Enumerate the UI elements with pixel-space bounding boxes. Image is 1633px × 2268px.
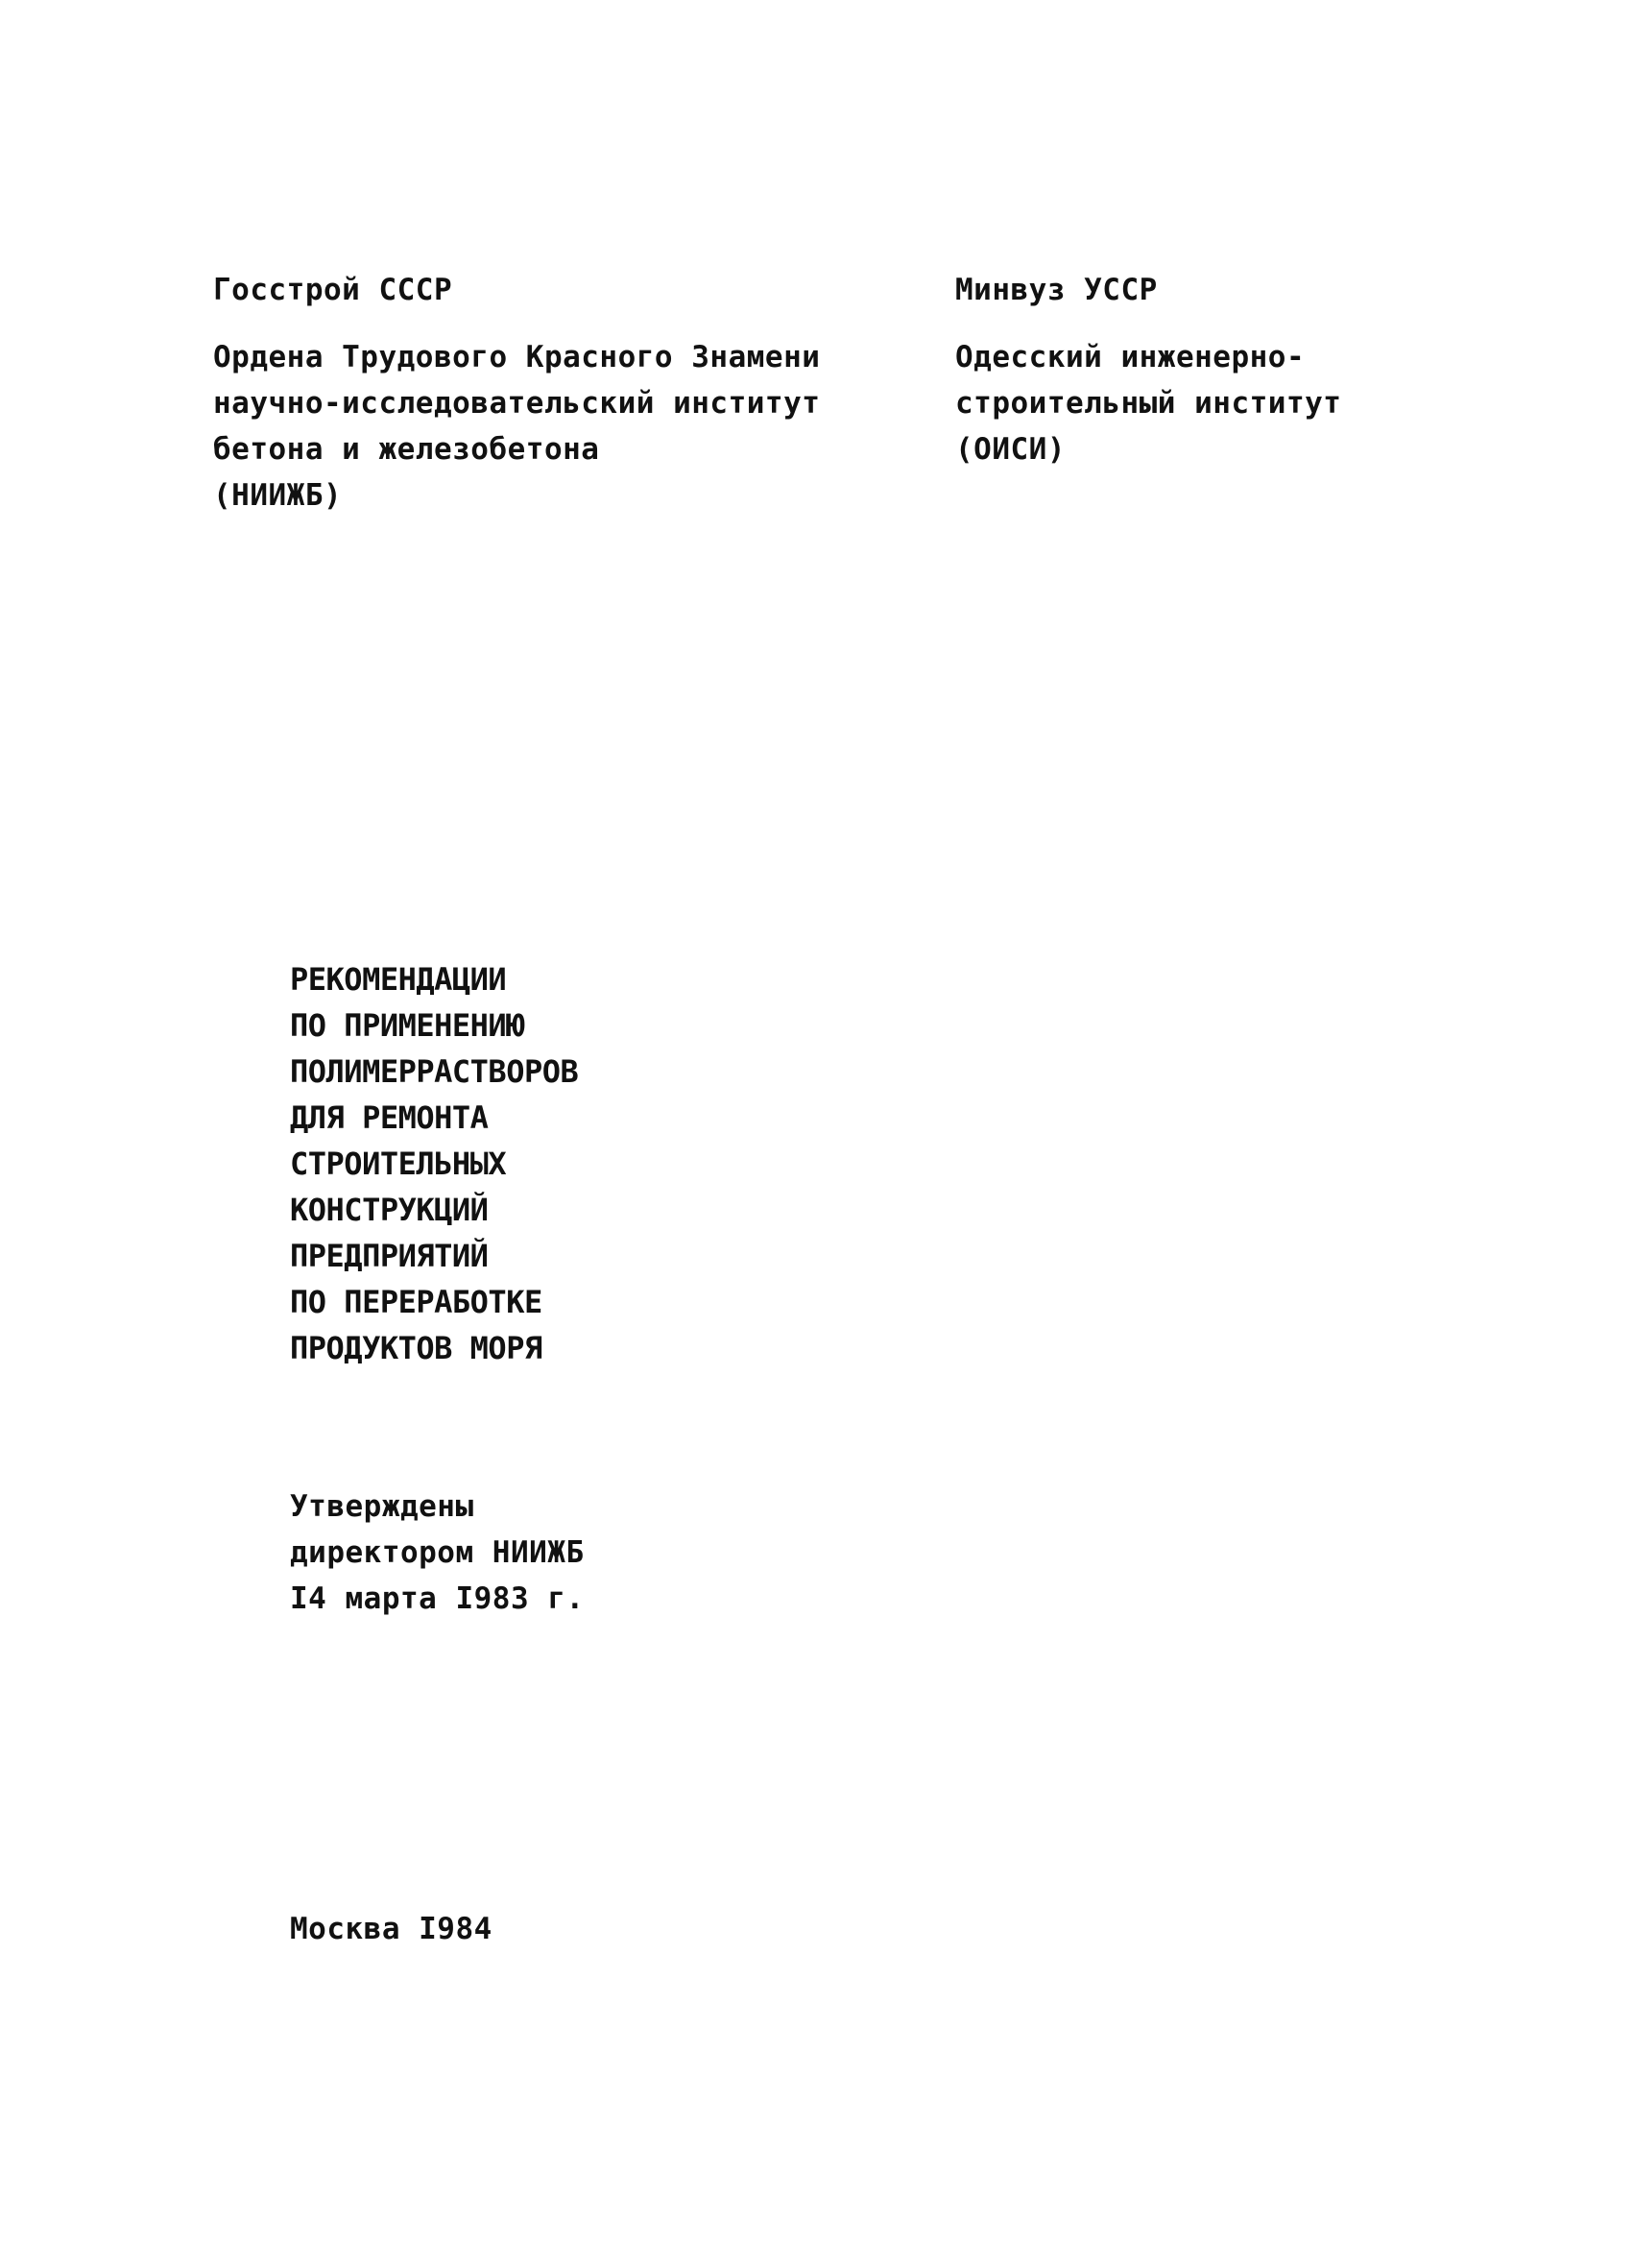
left-institute-abbreviation: (НИИЖБ) bbox=[213, 478, 343, 513]
title-line: ПРОДУКТОВ МОРЯ bbox=[290, 1330, 542, 1366]
left-institute-line: Ордена Трудового Красного Знамени bbox=[213, 340, 821, 374]
title-line: ДЛЯ РЕМОНТА bbox=[290, 1099, 489, 1136]
publication-place-year bbox=[290, 1906, 492, 1952]
title-line: РЕКОМЕНДАЦИИ bbox=[290, 961, 507, 998]
left-institute-line: научно-исследовательский институт bbox=[213, 386, 821, 421]
document-title bbox=[290, 956, 578, 1371]
left-institute-line: бетона и железобетона bbox=[213, 432, 600, 467]
left-ministry: Госстрой СССР bbox=[213, 273, 453, 307]
right-institute-abbreviation: (ОИСИ) bbox=[955, 432, 1066, 467]
title-line: СТРОИТЕЛЬНЫХ bbox=[290, 1146, 507, 1182]
title-line: КОНСТРУКЦИЙ bbox=[290, 1192, 489, 1228]
title-line: ПОЛИМЕРРАСТВОРОВ bbox=[290, 1053, 579, 1090]
left-header bbox=[213, 267, 820, 519]
title-line: ПРЕДПРИЯТИЙ bbox=[290, 1238, 489, 1274]
right-institute-line: строительный институт bbox=[955, 386, 1342, 421]
right-header bbox=[955, 267, 1341, 472]
title-line: ПО ПРИМЕНЕНИЮ bbox=[290, 1007, 524, 1044]
approval-line: директором НИИЖБ bbox=[290, 1535, 585, 1570]
city-year: Москва I984 bbox=[290, 1912, 492, 1946]
approval-date: I4 марта I983 г. bbox=[290, 1581, 585, 1616]
right-institute-line: Одесский инженерно- bbox=[955, 340, 1306, 374]
approval-line: Утверждены bbox=[290, 1489, 474, 1524]
right-ministry: Минвуз УССР bbox=[955, 273, 1158, 307]
approval-note bbox=[290, 1484, 585, 1622]
title-line: ПО ПЕРЕРАБОТКЕ bbox=[290, 1284, 542, 1320]
